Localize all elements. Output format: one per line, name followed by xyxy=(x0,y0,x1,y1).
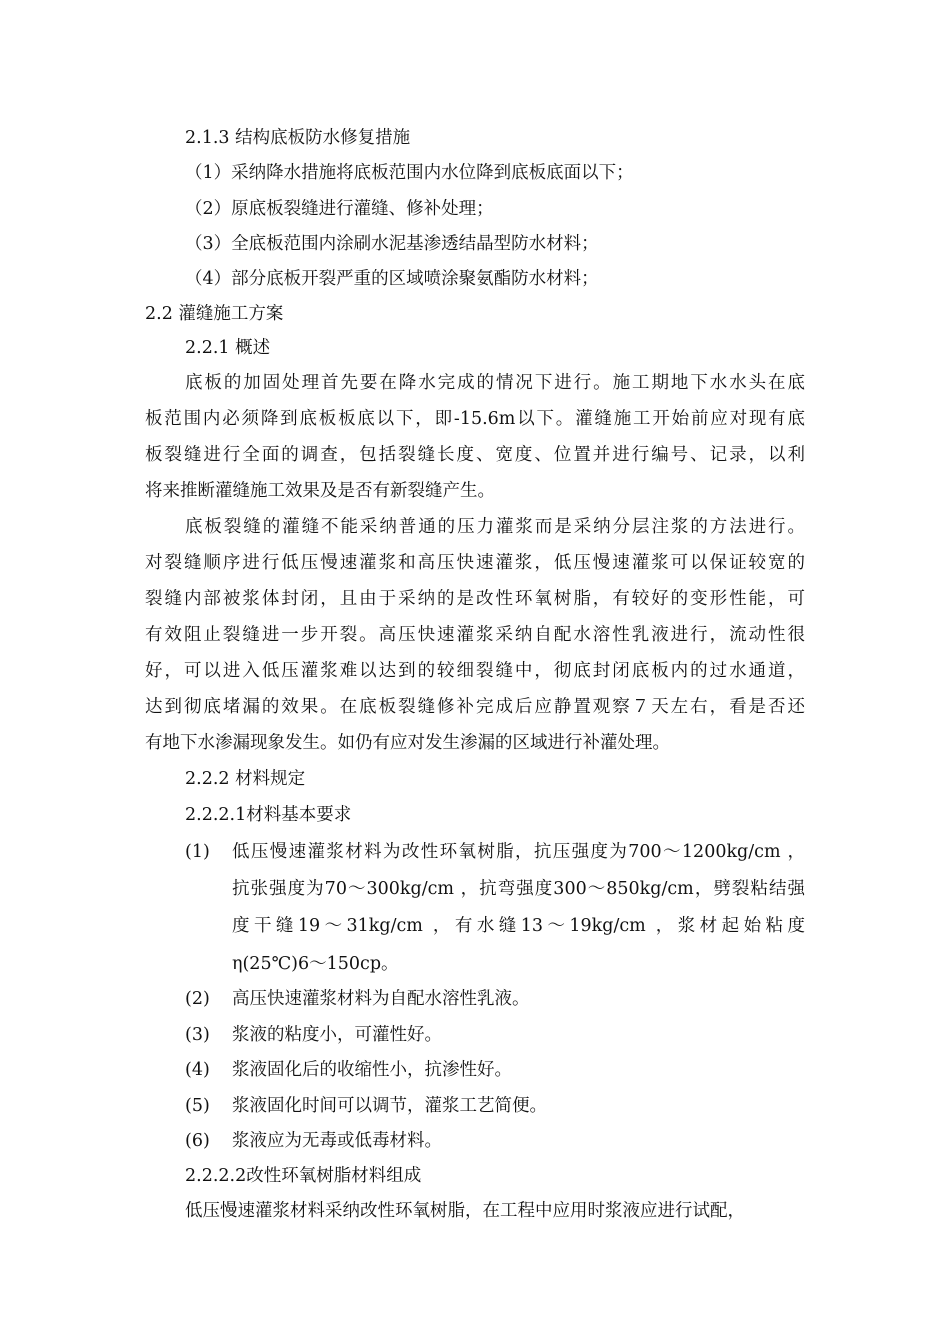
section-heading-2-2-1: 2.2.1 概述 xyxy=(185,338,271,358)
section-heading-2-1-3: 2.1.3 结构底板防水修复措施 xyxy=(185,128,411,148)
list-marker: (6) xyxy=(185,1131,210,1151)
paragraph-line: 将来推断灌缝施工效果及是否有新裂缝产生。 xyxy=(145,481,495,501)
paragraph-line: 有效阻止裂缝进一步开裂。高压快速灌浆采纳自配水溶性乳液进行，流动性很 xyxy=(145,625,805,645)
section-heading-2-2: 2.2 灌缝施工方案 xyxy=(145,304,284,324)
list-item-line: 度干缝19～31kg/cm ，有水缝13～19kg/cm ，浆材起始粘度 xyxy=(232,916,805,936)
paragraph-line: 板范围内必须降到底板板底以下，即-15.6m以下。灌缝施工开始前应对现有底 xyxy=(145,409,805,429)
paragraph-line: 底板裂缝的灌缝不能采纳普通的压力灌浆而是采纳分层注浆的方法进行。 xyxy=(185,517,805,537)
list-marker: (5) xyxy=(185,1096,210,1116)
paragraph-line: 板裂缝进行全面的调查，包括裂缝长度、宽度、位置并进行编号、记录，以利 xyxy=(145,445,805,465)
paragraph-line: 好，可以进入低压灌浆难以达到的较细裂缝中，彻底封闭底板内的过水通道， xyxy=(145,661,805,681)
list-item-line: η(25℃)6～150cp。 xyxy=(232,954,399,974)
list-item: （1）采纳降水措施将底板范围内水位降到底板底面以下； xyxy=(185,163,634,183)
section-heading-2-2-2: 2.2.2 材料规定 xyxy=(185,769,306,789)
list-item: 浆液固化时间可以调节，灌浆工艺简便。 xyxy=(232,1096,547,1116)
paragraph-line: 底板的加固处理首先要在降水完成的情况下进行。施工期地下水水头在底 xyxy=(185,373,805,393)
paragraph-line: 低压慢速灌浆材料采纳改性环氧树脂，在工程中应用时浆液应进行试配， xyxy=(185,1201,745,1221)
list-item-line: 低压慢速灌浆材料为改性环氧树脂，抗压强度为700～1200kg/cm ， xyxy=(232,842,805,862)
list-item: （3）全底板范围内涂刷水泥基渗透结晶型防水材料； xyxy=(185,234,599,254)
list-item: 高压快速灌浆材料为自配水溶性乳液。 xyxy=(232,989,530,1009)
paragraph-line: 有地下水渗漏现象发生。如仍有应对发生渗漏的区域进行补灌处理。 xyxy=(145,733,670,753)
paragraph-line: 对裂缝顺序进行低压慢速灌浆和高压快速灌浆，低压慢速灌浆可以保证较宽的 xyxy=(145,553,805,573)
section-heading-2-2-2-2: 2.2.2.2改性环氧树脂材料组成 xyxy=(185,1166,422,1186)
list-marker: (3) xyxy=(185,1025,210,1045)
paragraph-line: 达到彻底堵漏的效果。在底板裂缝修补完成后应静置观察７天左右，看是否还 xyxy=(145,697,805,717)
list-item: （4）部分底板开裂严重的区域喷涂聚氨酯防水材料； xyxy=(185,269,599,289)
section-heading-2-2-2-1: 2.2.2.1材料基本要求 xyxy=(185,805,352,825)
list-item-line: 抗张强度为70～300kg/cm ，抗弯强度300～850kg/cm，劈裂粘结强 xyxy=(232,879,805,899)
list-marker: (2) xyxy=(185,989,210,1009)
list-item: 浆液固化后的收缩性小，抗渗性好。 xyxy=(232,1060,512,1080)
list-item: （2）原底板裂缝进行灌缝、修补处理； xyxy=(185,199,494,219)
list-marker: (1) xyxy=(185,842,210,862)
list-item: 浆液应为无毒或低毒材料。 xyxy=(232,1131,442,1151)
list-item: 浆液的粘度小，可灌性好。 xyxy=(232,1025,442,1045)
paragraph-line: 裂缝内部被浆体封闭，且由于采纳的是改性环氧树脂，有较好的变形性能，可 xyxy=(145,589,805,609)
list-marker: (4) xyxy=(185,1060,210,1080)
